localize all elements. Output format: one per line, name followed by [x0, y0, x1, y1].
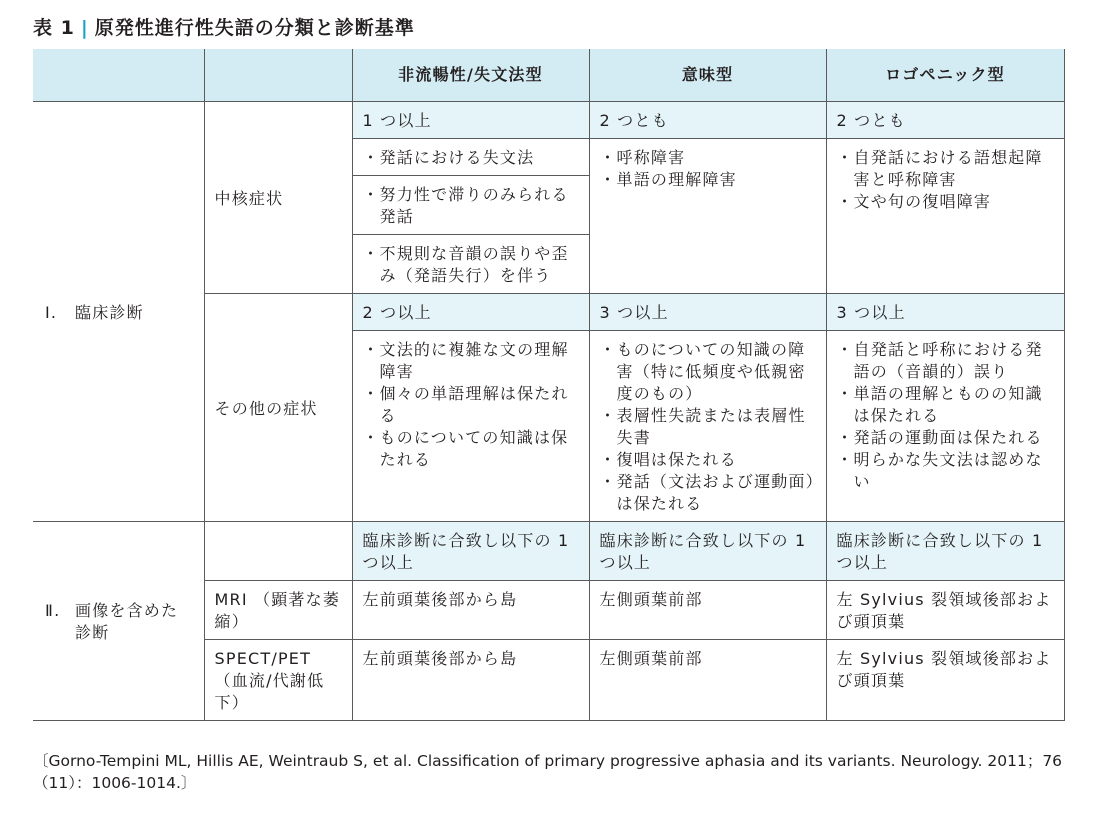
imaging-criterion-logopenic: 臨床診断に合致し以下の 1 つ以上 [826, 522, 1064, 581]
other-count-semantic: 3 つ以上 [589, 294, 826, 331]
header-row [33, 49, 1064, 102]
imaging-blank [204, 522, 352, 581]
imaging-criterion-semantic: 臨床診断に合致し以下の 1 つ以上 [589, 522, 826, 581]
list-item: ・ 努力性で滞りのみられる発話 [363, 184, 579, 228]
list-item: ・ 文や句の復唱障害 [837, 191, 1054, 213]
list-item: ・ 明らかな失文法は認めない [837, 449, 1054, 493]
imaging-criterion-nonfluent: 臨床診断に合致し以下の 1 つ以上 [352, 522, 589, 581]
list-item: ・ 発話における失文法 [363, 147, 579, 169]
table-title [33, 13, 415, 40]
diagnostic-criteria-table [33, 49, 1065, 721]
list-item: ・ 呼称障害 [600, 147, 816, 169]
core-count-nonfluent: 1 つ以上 [352, 102, 589, 139]
spect-logopenic: 左 Sylvius 裂領域後部および頭頂葉 [826, 640, 1064, 721]
table-number: 表 1 [33, 17, 75, 39]
spect-label: SPECT/PET （血流/代謝低下） [204, 640, 352, 721]
imaging-diagnosis-cell [33, 522, 204, 721]
core-nonfluent-2 [352, 176, 589, 235]
spect-nonfluent: 左前頭葉後部から島 [352, 640, 589, 721]
section-number: Ⅰ. [45, 302, 58, 322]
header-blank-2 [204, 49, 352, 102]
list-item: ・ 文法的に複雑な文の理解障害 [363, 339, 579, 383]
citation: 〔Gorno-Tempini ML, Hillis AE, Weintraub S, et al. Classification of primary progressive aphasia and its variants. Neurology. 2011；76（11）：1006-1014.〕 [33, 752, 1063, 792]
list-item: ・ 表層性失読または表層性失書 [600, 405, 816, 449]
other-semantic [589, 331, 826, 522]
core-count-semantic: 2 つとも [589, 102, 826, 139]
mri-label: MRI （顕著な萎縮） [204, 581, 352, 640]
clinical-diagnosis-cell [33, 102, 204, 522]
other-count-nonfluent: 2 つ以上 [352, 294, 589, 331]
other-count-logopenic: 3 つ以上 [826, 294, 1064, 331]
section-label: 臨床診断 [75, 302, 144, 322]
title-separator: | [80, 17, 89, 39]
imaging-criterion-row [33, 522, 1064, 581]
list-item: ・ 不規則な音韻の誤りや歪み（発語失行）を伴う [363, 243, 579, 287]
list-item: ・ 自発話と呼称における発語の（音韻的）誤り [837, 339, 1054, 383]
list-item: ・ 発話（文法および運動面）は保たれる [600, 471, 816, 515]
core-semantic [589, 139, 826, 294]
other-nonfluent [352, 331, 589, 522]
list-item: ・ 自発話における語想起障害と呼称障害 [837, 147, 1054, 191]
mri-nonfluent: 左前頭葉後部から島 [352, 581, 589, 640]
core-count-row [33, 102, 1064, 139]
list-item: ・ 発話の運動面は保たれる [837, 427, 1054, 449]
core-nonfluent-1 [352, 139, 589, 176]
list-item: ・ ものについての知識は保たれる [363, 427, 579, 471]
core-count-logopenic: 2 つとも [826, 102, 1064, 139]
list-item: ・ 個々の単語理解は保たれる [363, 383, 579, 427]
header-nonfluent: 非流暢性/失文法型 [352, 49, 589, 102]
spect-semantic: 左側頭葉前部 [589, 640, 826, 721]
list-item: ・ 単語の理解障害 [600, 169, 816, 191]
core-logopenic [826, 139, 1064, 294]
section-label: 画像を含めた診断 [75, 601, 179, 642]
other-logopenic [826, 331, 1064, 522]
list-item: ・ 単語の理解とものの知識は保たれる [837, 383, 1054, 427]
list-item: ・ ものについての知識の障害（特に低頻度や低親密度のもの） [600, 339, 816, 405]
table-title-text: 原発性進行性失語の分類と診断基準 [94, 17, 415, 39]
core-nonfluent-3 [352, 235, 589, 294]
mri-semantic: 左側頭葉前部 [589, 581, 826, 640]
mri-logopenic: 左 Sylvius 裂領域後部および頭頂葉 [826, 581, 1064, 640]
other-symptoms-label: その他の症状 [204, 294, 352, 522]
core-symptoms-label: 中核症状 [204, 102, 352, 294]
section-number: Ⅱ. [45, 601, 61, 620]
header-blank [33, 49, 204, 102]
list-item: ・ 復唱は保たれる [600, 449, 816, 471]
header-logopenic: ロゴペニック型 [826, 49, 1064, 102]
header-semantic: 意味型 [589, 49, 826, 102]
